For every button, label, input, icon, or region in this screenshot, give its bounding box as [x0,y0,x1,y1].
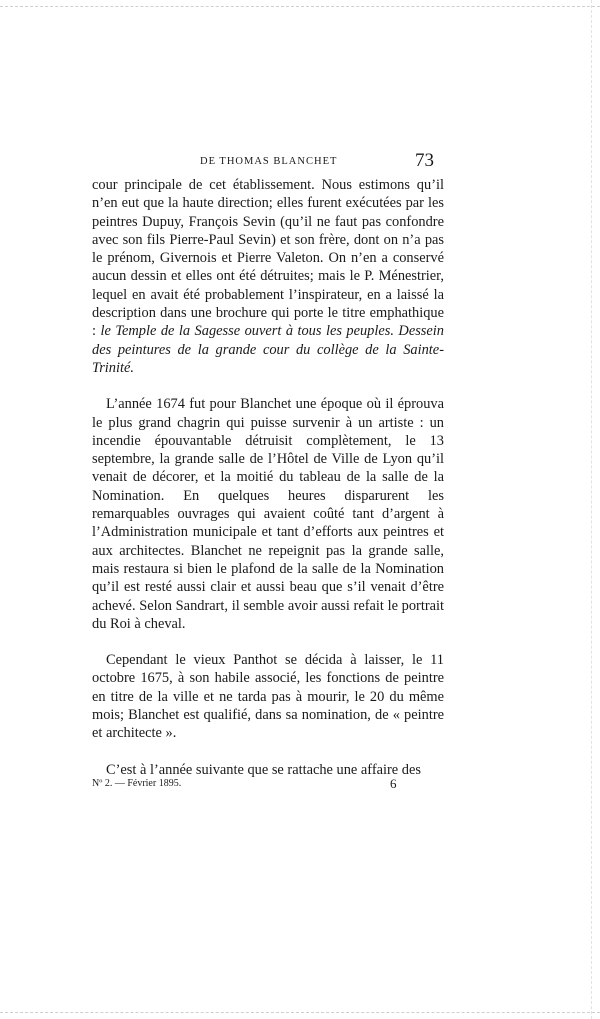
paragraph-1-text: cour principale de cet établissement. Nous estimons qu’il n’en eut que la haute direction; elles furent exécutées par les peintres Dupuy, François Sevin (qu’il ne faut pas confondre avec son fils Pierre-Paul Sevin) et son frère, dont on n’a pas le prénom, Givernois et Pierre Valeton. On n’en a conservé aucun dessin et elles ont été détruites; mais le P. Ménestrier, lequel en avait été probablement l’inspirateur, en a laissé la description dans une brochure qui porte le titre emphathique : [92,177,444,340]
paragraph-1 [92,176,444,377]
page-number: 73 [415,150,434,171]
issue-signature: Nº 2. — Février 1895. [92,778,182,789]
bottom-scan-edge [0,1012,600,1013]
paragraph-2: L’année 1674 fut pour Blanchet une époque où il éprouva le plus grand chagrin qui puisse survenir à un artiste : un incendie épouvantable détruisit complètement, le 13 septembre, la grande salle de l’Hôtel de Ville de Lyon qu’il venait de décorer, et la moitié du tableau de la salle de la Nomination. En quelques heures disparurent les remarquables ouvrages qui avaient coûté tant d’argent à l’Administration municipale et tant d’efforts aux peintres et aux architectes. Blanchet ne repeignit pas la grande salle, mais restaura si bien le plafond de la salle de la Nomination qu’il est resté aussi clair et aussi beau que s’il venait d’être achevé. Selon Sandrart, il semble avoir aussi refait le portrait du Roi à cheval. [92,396,444,632]
paragraph-4: C’est à l’année suivante que se rattache une affaire des [106,761,421,778]
page-header [92,150,444,174]
page-footer [92,776,444,796]
sheet-number: 6 [390,776,397,791]
top-scan-edge [0,6,600,7]
right-scan-edge [591,0,593,1019]
body-text [92,176,444,779]
brochure-title: le Temple de la Sagesse ouvert à tous les peuples. Dessein des peintures de la grande cour du collège de la Sainte-Trinité. [92,323,444,376]
running-title: DE THOMAS BLANCHET [200,156,338,167]
paragraph-3: Cependant le vieux Panthot se décida à laisser, le 11 octobre 1675, à son habile associé, les fonctions de peintre en titre de la ville et ne tarda pas à mourir, le 20 du même mois; Blanchet est qualifié, dans sa nomination, de « peintre et architecte ». [92,652,444,742]
